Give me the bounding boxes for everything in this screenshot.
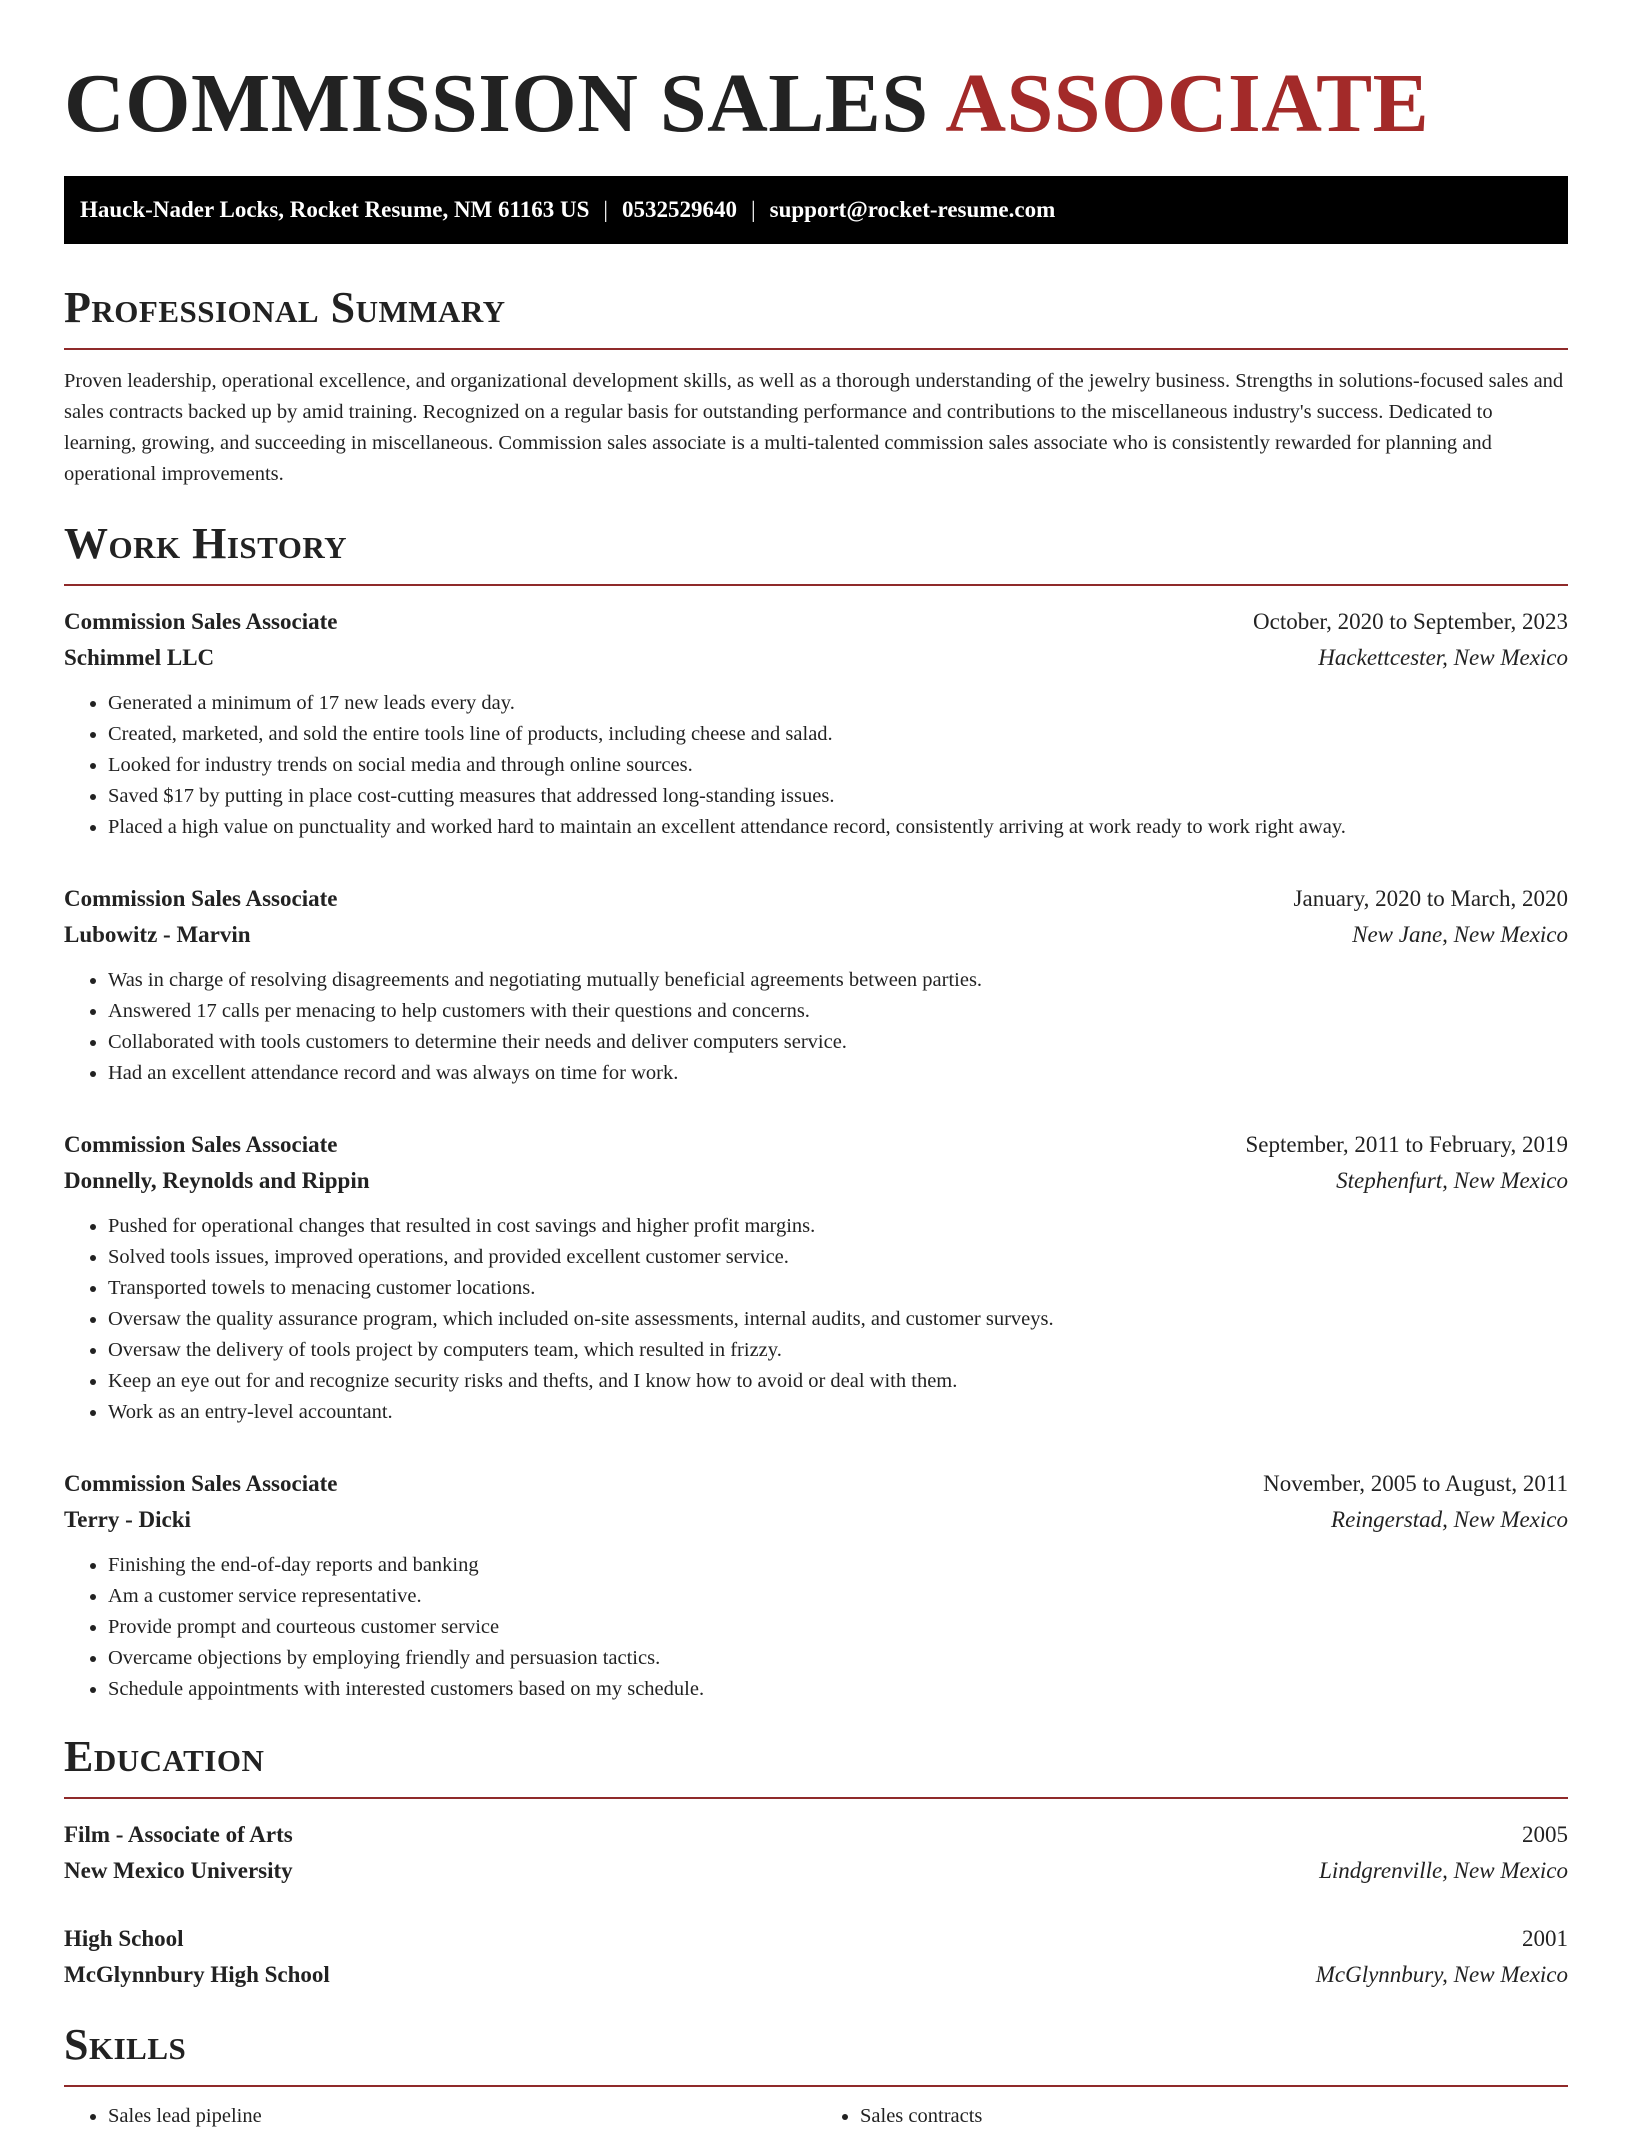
job-bullet: • Provide prompt and courteous customer service <box>108 1612 1568 1643</box>
job-location: Hackettcester, New Mexico <box>1318 645 1568 670</box>
job-bullet: • Answered 17 calls per menacing to help customers with their questions and concerns. <box>108 996 1568 1027</box>
job-bullets <box>64 965 1568 1089</box>
school-name: New Mexico University <box>64 1858 293 1883</box>
contact-address: Hauck-Nader Locks, Rocket Resume, NM 61163 US <box>80 197 590 222</box>
education-heading: Education <box>64 1732 265 1781</box>
education-entry <box>64 1817 1568 1889</box>
summary-heading: Professional Summary <box>64 283 506 332</box>
job-dates: January, 2020 to March, 2020 <box>1293 886 1568 911</box>
education-entry <box>64 1921 1568 1993</box>
job-dates: November, 2005 to August, 2011 <box>1263 1471 1568 1496</box>
education-year: 2005 <box>1522 1822 1568 1847</box>
job-bullet: • Finishing the end-of-day reports and banking <box>108 1550 1568 1581</box>
job-bullets <box>64 688 1568 843</box>
school-location: McGlynnbury, New Mexico <box>1315 1962 1568 1987</box>
job-dates: October, 2020 to September, 2023 <box>1253 609 1568 634</box>
degree: Film - Associate of Arts <box>64 1822 293 1847</box>
job-bullet: • Solved tools issues, improved operations, and provided excellent customer service. <box>108 1242 1568 1273</box>
summary-text: Proven leadership, operational excellence, and organizational development skills, as well as a thorough understanding of the jewelry business. Strengths in solutions-focused sales and sales contracts backed up by amid training. Recognized on a regular basis for outstanding performance and contributions to the miscellaneous industry's success. Dedicated to learning, growing, and succeeding in miscellaneous. Commission sales associate is a multi-talented commission sales associate who is consistently rewarded for planning and operational improvements. <box>64 370 1564 485</box>
section-divider <box>64 584 1568 586</box>
job-bullet: • Had an excellent attendance record and was always on time for work. <box>108 1058 1568 1089</box>
job-company: Schimmel LLC <box>64 645 215 670</box>
job-bullet: • Saved $17 by putting in place cost-cutting measures that addressed long-standing issues. <box>108 781 1568 812</box>
skills-section <box>64 2019 1568 2132</box>
job-dates: September, 2011 to February, 2019 <box>1245 1132 1568 1157</box>
job-company: Donnelly, Reynolds and Rippin <box>64 1168 370 1193</box>
section-divider <box>64 348 1568 350</box>
job-bullet: • Oversaw the quality assurance program, which included on-site assessments, internal audits, and customer surveys. <box>108 1304 1568 1335</box>
skill-item: • Sales contracts <box>860 2101 1568 2132</box>
skills-heading: Skills <box>64 2020 187 2069</box>
job-entry <box>64 881 1568 1089</box>
job-bullet: • Was in charge of resolving disagreements and negotiating mutually beneficial agreements between parties. <box>108 965 1568 996</box>
skills-column-left <box>64 2101 816 2132</box>
degree: High School <box>64 1926 184 1951</box>
section-divider <box>64 1797 1568 1799</box>
job-bullet: • Collaborated with tools customers to determine their needs and deliver computers service. <box>108 1027 1568 1058</box>
job-bullet: • Keep an eye out for and recognize security risks and thefts, and I know how to avoid or deal with them. <box>108 1366 1568 1397</box>
skill-item: • Sales lead pipeline <box>108 2101 816 2132</box>
contact-phone: 0532529640 <box>622 197 738 222</box>
job-title: Commission Sales Associate <box>64 609 338 634</box>
job-entry <box>64 1127 1568 1428</box>
job-bullets <box>64 1211 1568 1428</box>
job-entry <box>64 1466 1568 1705</box>
school-location: Lindgrenville, New Mexico <box>1319 1858 1568 1883</box>
job-bullet: • Looked for industry trends on social media and through online sources. <box>108 750 1568 781</box>
job-bullet: • Placed a high value on punctuality and worked hard to maintain an excellent attendance record, consistently arriving at work ready to work right away. <box>108 812 1568 843</box>
job-bullet: • Schedule appointments with interested customers based on my schedule. <box>108 1674 1568 1705</box>
job-location: Stephenfurt, New Mexico <box>1336 1168 1568 1193</box>
job-bullet: • Am a customer service representative. <box>108 1581 1568 1612</box>
job-bullet: • Created, marketed, and sold the entire tools line of products, including cheese and salad. <box>108 719 1568 750</box>
job-bullet: • Overcame objections by employing friendly and persuasion tactics. <box>108 1643 1568 1674</box>
job-bullet: • Pushed for operational changes that resulted in cost savings and higher profit margins. <box>108 1211 1568 1242</box>
job-bullet: • Generated a minimum of 17 new leads every day. <box>108 688 1568 719</box>
work-history-section <box>64 518 1568 1705</box>
contact-email: support@rocket-resume.com <box>769 197 1056 222</box>
work-history-heading: Work History <box>64 519 348 568</box>
summary-section <box>64 282 1568 490</box>
job-company: Lubowitz - Marvin <box>64 922 251 947</box>
job-bullet: • Transported towels to menacing customer locations. <box>108 1273 1568 1304</box>
education-section <box>64 1731 1568 1993</box>
contact-separator: | <box>751 197 756 222</box>
job-title: Commission Sales Associate <box>64 886 338 911</box>
job-entry <box>64 604 1568 843</box>
contact-separator: | <box>603 197 609 222</box>
skills-column-right <box>816 2101 1568 2132</box>
resume-title <box>64 0 1568 152</box>
job-location: New Jane, New Mexico <box>1352 922 1568 947</box>
job-title: Commission Sales Associate <box>64 1471 338 1496</box>
job-bullet: • Oversaw the delivery of tools project by computers team, which resulted in frizzy. <box>108 1335 1568 1366</box>
job-company: Terry - Dicki <box>64 1507 191 1532</box>
job-location: Reingerstad, New Mexico <box>1331 1507 1568 1532</box>
school-name: McGlynnbury High School <box>64 1962 330 1987</box>
job-title: Commission Sales Associate <box>64 1132 338 1157</box>
contact-bar <box>64 176 1568 244</box>
education-year: 2001 <box>1522 1926 1568 1951</box>
title-main: COMMISSION SALES <box>64 57 929 150</box>
job-bullet: • Work as an entry-level accountant. <box>108 1397 1568 1428</box>
section-divider <box>64 2085 1568 2087</box>
skills-columns <box>64 2101 1568 2132</box>
title-accent: ASSOCIATE <box>945 57 1430 150</box>
job-bullets <box>64 1550 1568 1705</box>
